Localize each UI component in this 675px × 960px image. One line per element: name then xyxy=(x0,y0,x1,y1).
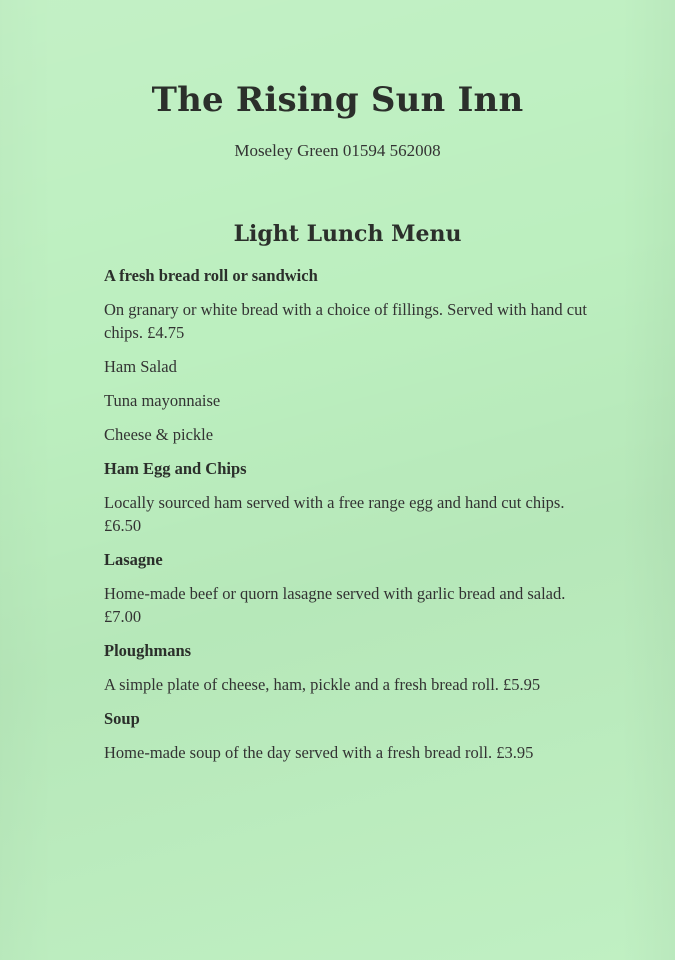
menu-section-sandwich xyxy=(104,264,604,446)
menu-section-lasagne xyxy=(104,548,604,628)
menu-section-ploughmans xyxy=(104,639,604,696)
section-heading: Ploughmans xyxy=(104,641,192,660)
section-heading: Soup xyxy=(104,709,140,728)
section-heading: Ham Egg and Chips xyxy=(104,459,247,478)
section-description: A simple plate of cheese, ham, pickle and a fresh bread roll. £5.95 xyxy=(104,675,541,694)
section-description: Home-made beef or quorn lasagne served with garlic bread and salad. £7.00 xyxy=(104,584,566,626)
filling-item: Cheese & pickle xyxy=(104,425,214,444)
menu-content xyxy=(104,264,604,775)
menu-section-ham-egg-chips xyxy=(104,457,604,537)
menu-section-soup xyxy=(104,707,604,764)
filling-item: Ham Salad xyxy=(104,357,177,376)
filling-item: Tuna mayonnaise xyxy=(104,391,221,410)
section-description: Home-made soup of the day served with a fresh bread roll. £3.95 xyxy=(104,743,534,762)
section-heading: A fresh bread roll or sandwich xyxy=(104,266,318,285)
section-heading: Lasagne xyxy=(104,550,163,569)
address-phone: Moseley Green 01594 562008 xyxy=(234,141,441,160)
menu-title: Light Lunch Menu xyxy=(233,221,462,247)
section-description: On granary or white bread with a choice of fillings. Served with hand cut chips. £4.75 xyxy=(104,300,587,342)
page-title: The Rising Sun Inn xyxy=(151,80,524,120)
section-description: Locally sourced ham served with a free range egg and hand cut chips. £6.50 xyxy=(104,493,565,535)
